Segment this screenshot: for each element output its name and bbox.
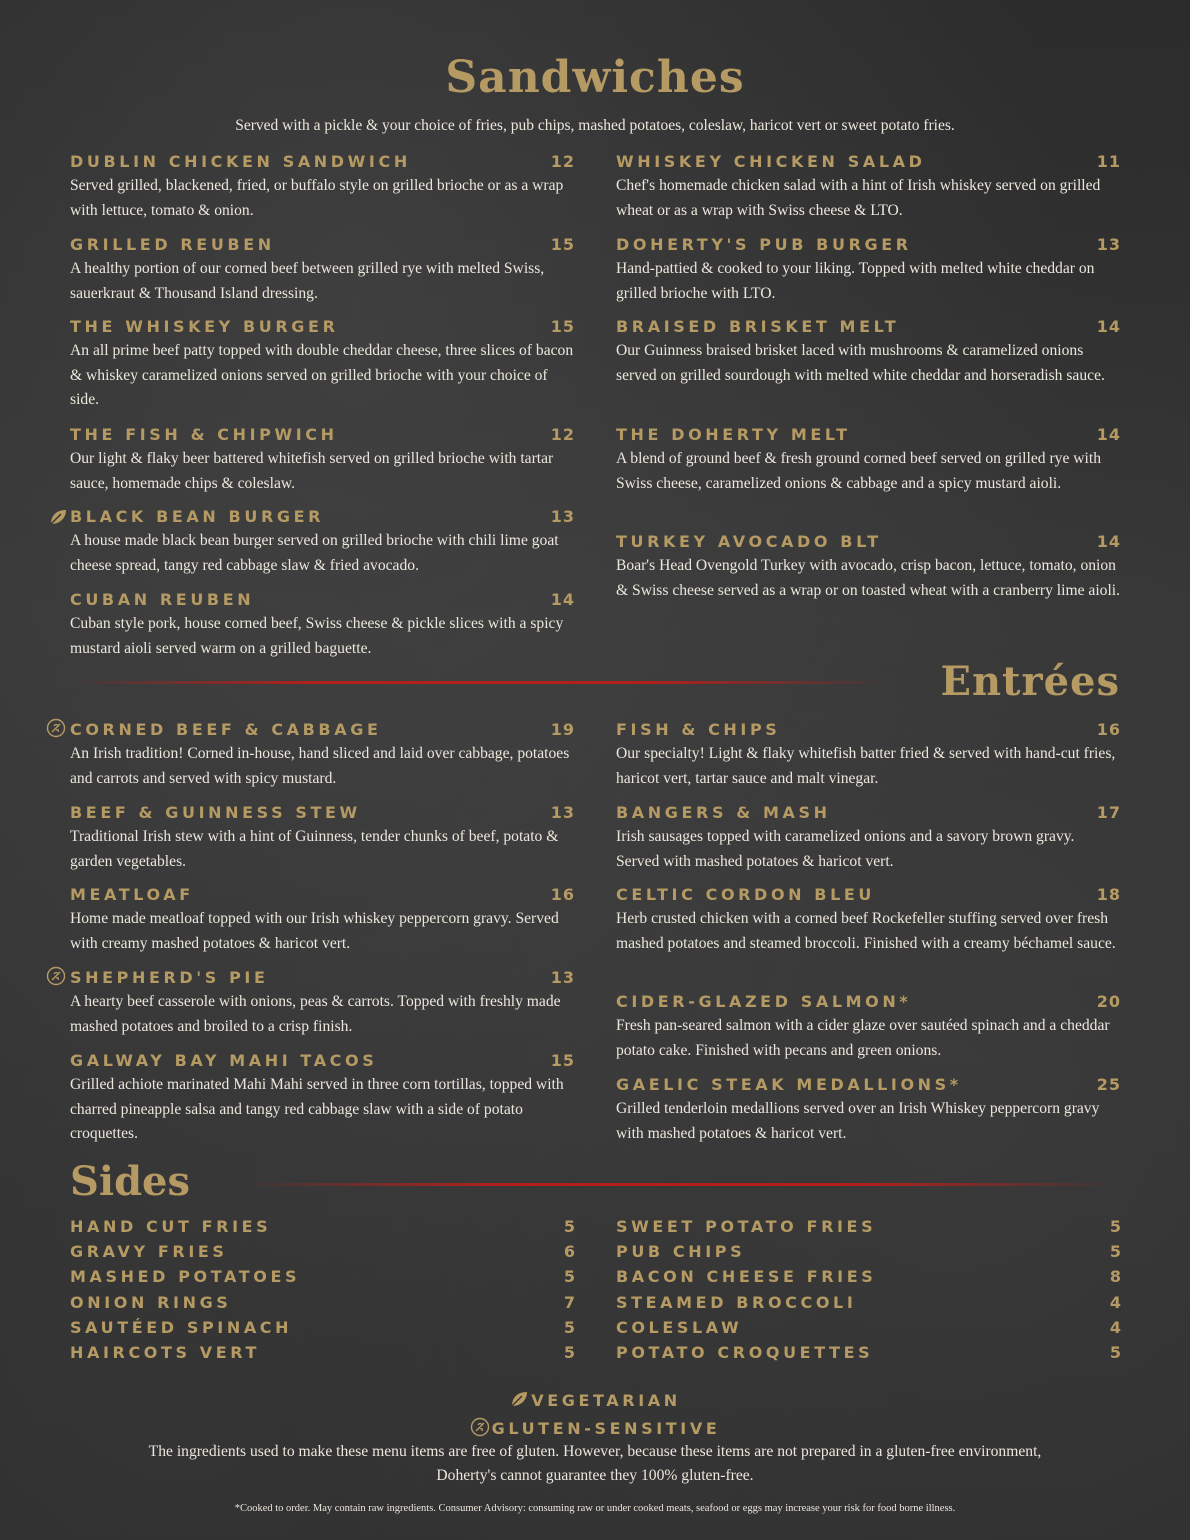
item-price: 14 — [1096, 532, 1121, 551]
side-item — [616, 1242, 1121, 1267]
item-price: 16 — [550, 885, 575, 904]
leaf-icon — [509, 1389, 529, 1409]
side-price: 5 — [1109, 1242, 1121, 1261]
item-name: FISH & CHIPS — [616, 720, 781, 739]
menu-item — [616, 1074, 1121, 1146]
section-divider — [240, 1183, 1120, 1186]
side-name: PUB CHIPS — [616, 1242, 746, 1261]
item-price: 19 — [550, 720, 575, 739]
menu-item — [70, 506, 575, 578]
gluten-note-line1: The ingredients used to make these menu items are free of gluten. However, because these items are not prepared in a gluten-free environment, — [148, 1443, 1042, 1460]
item-description: An all prime beef patty topped with double cheddar cheese, three slices of bacon & whiskey caramelized onions served on grilled brioche with your choice of side. — [70, 342, 574, 408]
menu-item — [70, 1050, 575, 1147]
item-name: BEEF & GUINNESS STEW — [70, 803, 361, 822]
menu-item — [70, 316, 575, 413]
side-price: 5 — [563, 1267, 575, 1286]
side-item — [70, 1217, 575, 1242]
item-description: Hand-pattied & cooked to your liking. Topped with melted white cheddar on grilled brioche with LTO. — [616, 260, 1095, 302]
menu-item — [616, 234, 1121, 306]
side-name: COLESLAW — [616, 1318, 743, 1337]
item-price: 13 — [550, 507, 575, 526]
menu-item — [616, 316, 1121, 388]
item-description: Traditional Irish stew with a hint of Guinness, tender chunks of beef, potato & garden vegetables. — [70, 828, 559, 870]
menu-item — [616, 424, 1121, 496]
item-name: THE DOHERTY MELT — [616, 425, 851, 444]
side-item — [70, 1318, 575, 1343]
item-name: GALWAY BAY MAHI TACOS — [70, 1051, 378, 1070]
item-description: Grilled tenderloin medallions served over an Irish Whiskey peppercorn gravy with mashed potatoes & haricot vert. — [616, 1100, 1100, 1142]
menu-item — [70, 884, 575, 956]
item-description: A healthy portion of our corned beef between grilled rye with melted Swiss, sauerkraut & Thousand Island dressing. — [70, 260, 545, 302]
item-name: TURKEY AVOCADO BLT — [616, 532, 882, 551]
menu-item — [70, 151, 575, 223]
menu-item — [616, 884, 1121, 956]
side-item — [70, 1242, 575, 1267]
entrees-title: Entrées — [940, 658, 1120, 705]
item-price: 18 — [1096, 885, 1121, 904]
item-price: 15 — [550, 235, 575, 254]
item-description: A house made black bean burger served on grilled brioche with chili lime goat cheese spread, tangy red cabbage slaw & fried avocado. — [70, 532, 559, 574]
legend-gluten-label: GLUTEN-SENSITIVE — [491, 1419, 721, 1438]
side-item — [616, 1267, 1121, 1292]
side-price: 5 — [1109, 1343, 1121, 1362]
item-description: Our light & flaky beer battered whitefish served on grilled brioche with tartar sauce, homemade chips & coleslaw. — [70, 450, 554, 492]
side-item — [616, 1293, 1121, 1318]
item-price: 11 — [1096, 152, 1121, 171]
item-description: Herb crusted chicken with a corned beef Rockefeller stuffing served over fresh mashed potatoes and steamed broccoli. Finished with a creamy béchamel sauce. — [616, 910, 1116, 952]
menu-item — [70, 719, 575, 791]
side-name: POTATO CROQUETTES — [616, 1343, 874, 1362]
side-price: 8 — [1109, 1267, 1121, 1286]
side-name: BACON CHEESE FRIES — [616, 1267, 877, 1286]
item-name: THE WHISKEY BURGER — [70, 317, 339, 336]
side-item — [70, 1343, 575, 1368]
leaf-icon — [48, 507, 68, 527]
item-description: A blend of ground beef & fresh ground corned beef served on grilled rye with Swiss cheese, caramelized onions & cabbage and a spicy mustard aioli. — [616, 450, 1101, 492]
menu-item — [70, 234, 575, 306]
item-price: 15 — [550, 1051, 575, 1070]
side-name: SWEET POTATO FRIES — [616, 1217, 877, 1236]
menu-item — [70, 802, 575, 874]
item-name: BLACK BEAN BURGER — [70, 507, 325, 526]
side-item — [70, 1267, 575, 1292]
side-item — [616, 1217, 1121, 1242]
side-price: 5 — [1109, 1217, 1121, 1236]
item-description: Boar's Head Ovengold Turkey with avocado, crisp bacon, lettuce, tomato, onion & Swiss cheese served as a wrap or on toasted wheat with a cranberry lime aioli. — [616, 557, 1121, 599]
item-description: A hearty beef casserole with onions, peas & carrots. Topped with freshly made mashed potatoes and broiled to a crisp finish. — [70, 993, 561, 1035]
item-price: 14 — [550, 590, 575, 609]
side-price: 5 — [563, 1343, 575, 1362]
item-description: Chef's homemade chicken salad with a hint of Irish whiskey served on grilled wheat or as a wrap with Swiss cheese & LTO. — [616, 177, 1101, 219]
item-name: WHISKEY CHICKEN SALAD — [616, 152, 926, 171]
legend-vegetarian-label: VEGETARIAN — [531, 1391, 681, 1410]
gluten-sensitive-icon — [46, 966, 66, 986]
item-description: Served grilled, blackened, fried, or buffalo style on grilled brioche or as a wrap with lettuce, tomato & onion. — [70, 177, 564, 219]
item-name: BANGERS & MASH — [616, 803, 831, 822]
item-name: THE FISH & CHIPWICH — [70, 425, 338, 444]
menu-item — [616, 802, 1121, 874]
item-price: 14 — [1096, 425, 1121, 444]
item-name: CORNED BEEF & CABBAGE — [70, 720, 382, 739]
item-price: 13 — [1096, 235, 1121, 254]
side-item — [616, 1343, 1121, 1368]
item-name: GAELIC STEAK MEDALLIONS* — [616, 1075, 962, 1094]
item-description: Home made meatloaf topped with our Irish whiskey peppercorn gravy. Served with creamy mashed potatoes & haricot vert. — [70, 910, 559, 952]
consumer-advisory: *Cooked to order. May contain raw ingredients. Consumer Advisory: consuming raw or under cooked meats, seafood or eggs may increase your risk for food borne illness. — [234, 1503, 956, 1514]
side-name: SAUTÉED SPINACH — [70, 1318, 293, 1337]
item-description: Fresh pan-seared salmon with a cider glaze over sautéed spinach and a cheddar potato cake. Finished with pecans and green onions. — [616, 1017, 1110, 1059]
side-name: MASHED POTATOES — [70, 1267, 301, 1286]
item-name: DOHERTY'S PUB BURGER — [616, 235, 912, 254]
item-name: CUBAN REUBEN — [70, 590, 255, 609]
item-price: 20 — [1096, 992, 1121, 1011]
side-price: 6 — [563, 1242, 575, 1261]
item-price: 14 — [1096, 317, 1121, 336]
item-name: CELTIC CORDON BLEU — [616, 885, 876, 904]
sandwiches-title: Sandwiches — [445, 52, 745, 103]
item-name: GRILLED REUBEN — [70, 235, 275, 254]
side-price: 7 — [563, 1293, 575, 1312]
item-description: Cuban style pork, house corned beef, Swiss cheese & pickle slices with a spicy mustard aioli served warm on a grilled baguette. — [70, 615, 564, 657]
side-name: STEAMED BROCCOLI — [616, 1293, 857, 1312]
item-name: DUBLIN CHICKEN SANDWICH — [70, 152, 411, 171]
gluten-sensitive-icon — [470, 1417, 490, 1437]
item-price: 16 — [1096, 720, 1121, 739]
item-description: Grilled achiote marinated Mahi Mahi served in three corn tortillas, topped with charred pineapple salsa and tangy red cabbage slaw with a side of potato croquettes. — [70, 1076, 564, 1142]
side-price: 5 — [563, 1217, 575, 1236]
item-description: Our Guinness braised brisket laced with mushrooms & caramelized onions served on grilled sourdough with melted white cheddar and horseradish sauce. — [616, 342, 1105, 384]
side-name: HAIRCOTS VERT — [70, 1343, 261, 1362]
side-name: GRAVY FRIES — [70, 1242, 228, 1261]
menu-item — [70, 589, 575, 661]
menu-item — [70, 967, 575, 1039]
side-price: 4 — [1109, 1318, 1121, 1337]
item-price: 17 — [1096, 803, 1121, 822]
gluten-sensitive-icon — [46, 718, 66, 738]
gluten-note-line2: Doherty's cannot guarantee they 100% gluten-free. — [436, 1467, 754, 1484]
item-price: 13 — [550, 968, 575, 987]
sides-title: Sides — [70, 1158, 191, 1205]
side-name: ONION RINGS — [70, 1293, 232, 1312]
menu-item — [616, 719, 1121, 791]
side-item — [70, 1293, 575, 1318]
legend-vegetarian — [0, 1389, 1190, 1410]
item-description: Our specialty! Light & flaky whitefish batter fried & served with hand-cut fries, haricot vert, tartar sauce and malt vinegar. — [616, 745, 1116, 787]
menu-item — [616, 531, 1121, 603]
item-description: An Irish tradition! Corned in-house, hand sliced and laid over cabbage, potatoes and carrots and served with spicy mustard. — [70, 745, 570, 787]
section-divider — [70, 681, 890, 684]
side-price: 5 — [563, 1318, 575, 1337]
item-name: CIDER-GLAZED SALMON* — [616, 992, 912, 1011]
item-description: Irish sausages topped with caramelized onions and a savory brown gravy. Served with mashed potatoes & haricot vert. — [616, 828, 1075, 870]
item-price: 15 — [550, 317, 575, 336]
item-price: 13 — [550, 803, 575, 822]
side-item — [616, 1318, 1121, 1343]
item-price: 12 — [550, 152, 575, 171]
item-name: SHEPHERD'S PIE — [70, 968, 269, 987]
menu-item — [616, 991, 1121, 1063]
menu-item — [70, 424, 575, 496]
item-name: MEATLOAF — [70, 885, 194, 904]
side-price: 4 — [1109, 1293, 1121, 1312]
side-name: HAND CUT FRIES — [70, 1217, 272, 1236]
item-price: 12 — [550, 425, 575, 444]
item-price: 25 — [1096, 1075, 1121, 1094]
menu-item — [616, 151, 1121, 223]
sandwiches-subtitle: Served with a pickle & your choice of fries, pub chips, mashed potatoes, coleslaw, haricot vert or sweet potato fries. — [235, 117, 955, 134]
legend-gluten — [0, 1417, 1190, 1438]
item-name: BRAISED BRISKET MELT — [616, 317, 900, 336]
